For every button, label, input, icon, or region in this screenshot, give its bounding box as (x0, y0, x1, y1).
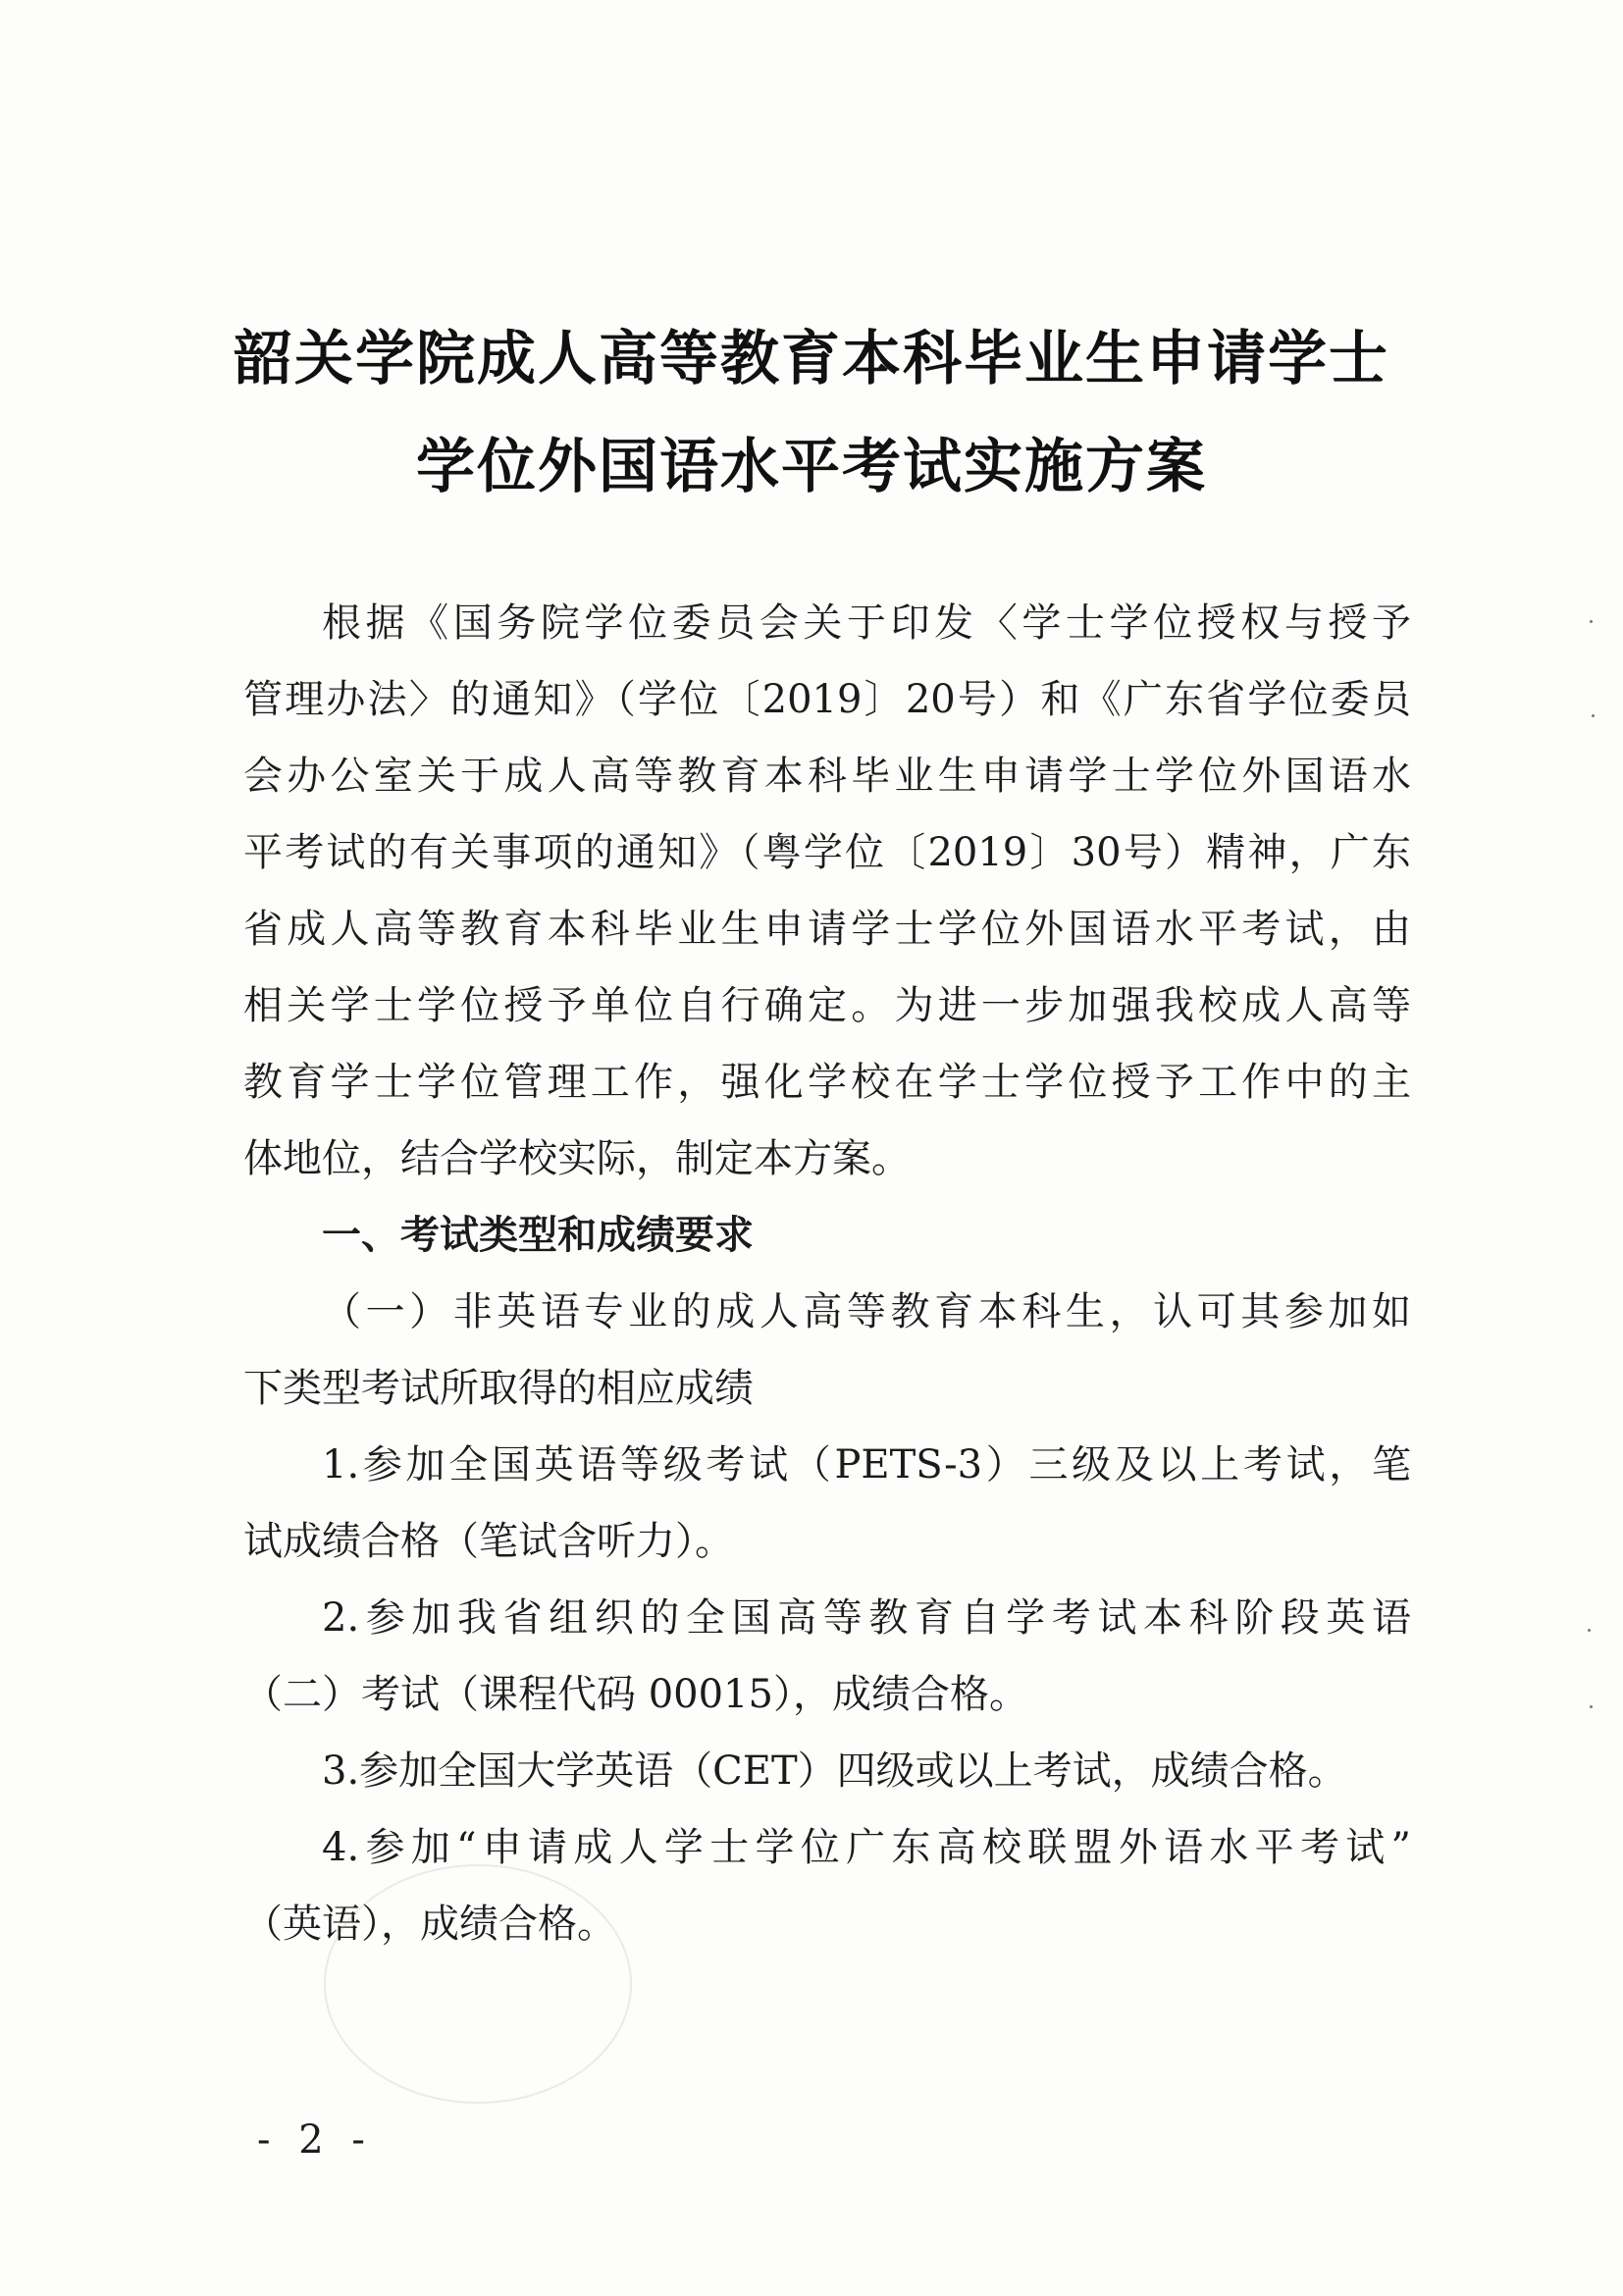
paragraph-line: 根据《国务院学位委员会关于印发〈学士学位授权与授予 (322, 600, 1411, 646)
page-number: - 2 - (257, 2117, 373, 2163)
list-item-line: （英语），成绩合格。 (243, 1902, 616, 1947)
faded-seal-stamp (324, 1864, 632, 2104)
document-title-line-1: 韶关学院成人高等教育本科毕业生申请学士 (234, 325, 1389, 393)
paragraph-line: 省成人高等教育本科毕业生申请学士学位外国语水平考试，由 (243, 907, 1411, 952)
paragraph-line: 平考试的有关事项的通知》（粤学位〔2019〕30号）精神，广东 (243, 830, 1411, 875)
paragraph-line: 会办公室关于成人高等教育本科毕业生申请学士学位外国语水 (243, 754, 1411, 799)
scan-speck (1590, 1705, 1593, 1708)
paragraph-line: 教育学士学位管理工作，强化学校在学士学位授予工作中的主 (243, 1060, 1411, 1105)
scan-speck (1588, 1629, 1591, 1632)
list-item-line: 2.参加我省组织的全国高等教育自学考试本科阶段英语 (322, 1595, 1411, 1641)
paragraph-line: 体地位，结合学校实际，制定本方案。 (243, 1136, 911, 1181)
document-body (243, 585, 1411, 1962)
list-item-line: 3.参加全国大学英语（CET）四级或以上考试，成绩合格。 (322, 1748, 1347, 1794)
scan-speck (1592, 714, 1595, 717)
paragraph-line: 相关学士学位授予单位自行确定。为进一步加强我校成人高等 (243, 983, 1411, 1028)
paragraph-line: 管理办法〉的通知》（学位〔2019〕20号）和《广东省学位委员 (243, 677, 1411, 722)
document-title-line-2: 学位外国语水平考试实施方案 (416, 433, 1207, 501)
list-item-line: （二）考试（课程代码 00015），成绩合格。 (243, 1672, 1028, 1717)
subsection-line: 下类型考试所取得的相应成绩 (243, 1366, 754, 1411)
list-item-line: 1.参加全国英语等级考试（PETS-3）三级及以上考试，笔 (322, 1442, 1411, 1487)
scan-speck (1590, 620, 1593, 623)
section-heading: 一、考试类型和成绩要求 (322, 1213, 754, 1258)
subsection-line: （一）非英语专业的成人高等教育本科生，认可其参加如 (322, 1289, 1411, 1334)
list-item-line: 4.参加“申请成人学士学位广东高校联盟外语水平考试” (322, 1825, 1411, 1870)
list-item-line: 试成绩合格（笔试含听力）。 (243, 1519, 734, 1564)
